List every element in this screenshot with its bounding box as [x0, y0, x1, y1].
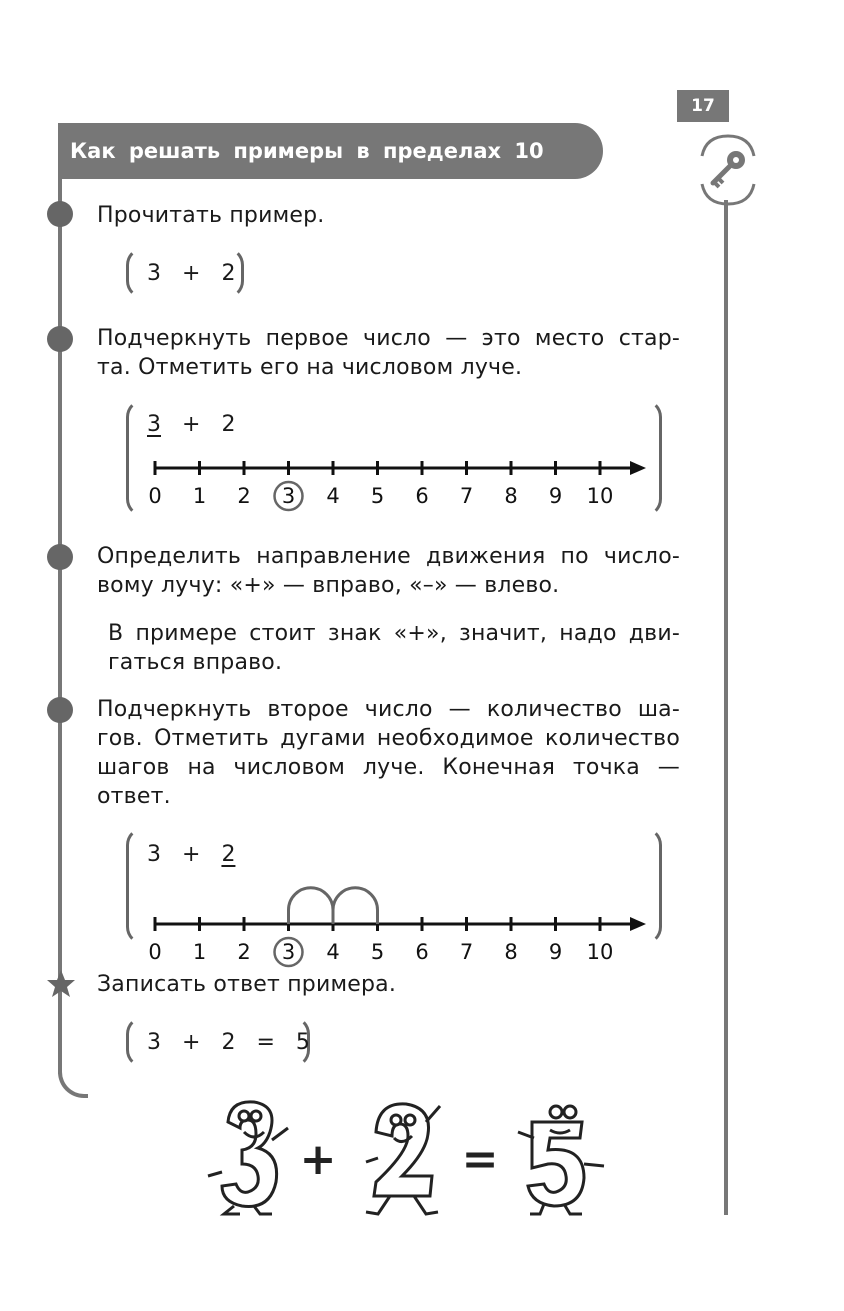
plus-sign: +: [182, 1030, 201, 1055]
number-line-box-1: [126, 399, 662, 517]
step-1-text: Прочитать пример.: [97, 203, 325, 228]
step-5-text: Записать ответ примера.: [97, 972, 397, 997]
mascot-equals: =: [461, 1134, 499, 1185]
step-bullet: [47, 544, 73, 570]
example-expression: [147, 1030, 310, 1055]
plus-sign: +: [182, 412, 201, 437]
plus-sign: +: [182, 842, 201, 867]
tick-label: 4: [326, 940, 340, 964]
right-margin-rule: [724, 200, 728, 1215]
tick-label: 8: [504, 484, 518, 508]
step-4-line-4: ответ.: [97, 784, 171, 809]
tick-label: 5: [370, 484, 385, 508]
second-number: 2: [221, 261, 236, 286]
tick-label: 3: [281, 940, 296, 964]
note-line-2: гаться вправо.: [108, 650, 283, 675]
first-number: 3: [147, 842, 161, 867]
example-expression: [147, 261, 235, 286]
example-box-1: [126, 247, 244, 299]
arrow-head: [630, 461, 646, 475]
step-4-line-3: шагов на числовом луче. Конечная точка —: [97, 755, 680, 780]
tick-label: 7: [459, 940, 474, 964]
step-bullet: [47, 326, 73, 352]
mascot-two: [366, 1104, 440, 1214]
key-icon: [696, 134, 760, 206]
step-arc: [333, 888, 378, 924]
section-title: Как решать примеры в пределах 10: [58, 123, 603, 179]
second-number: 2: [221, 412, 236, 437]
tick-label: 6: [415, 940, 429, 964]
number-line-1: [141, 448, 653, 522]
number-line-2: [141, 876, 653, 964]
tick-label: 10: [586, 940, 614, 964]
tick-label: 1: [192, 484, 207, 508]
tick-label: 5: [370, 940, 385, 964]
tick-label: 8: [504, 940, 518, 964]
second-number-underlined: 2: [221, 842, 236, 867]
tick-label: 10: [586, 484, 614, 508]
number-line-box-2: [126, 827, 662, 964]
second-number: 2: [221, 1030, 236, 1055]
note-line-1: В примере стоит знак «+», значит, надо дви-: [108, 621, 680, 646]
left-margin-curve: [58, 1058, 88, 1098]
step-4-line-2: гов. Отметить дугами необходимое количество: [97, 726, 680, 751]
tick-label: 9: [548, 484, 563, 508]
mascot-plus: +: [299, 1134, 337, 1185]
tick-label: 0: [148, 940, 162, 964]
step-2-line-2: та. Отметить его на числовом луче.: [97, 355, 523, 380]
mascot-three: [208, 1102, 288, 1214]
first-number-underlined: 3: [147, 412, 161, 437]
tick-label: 2: [237, 484, 251, 508]
tick-label: 4: [326, 484, 340, 508]
first-number: 3: [147, 1030, 161, 1055]
step-2-line-1: Подчеркнуть первое число — это место стар-: [97, 326, 680, 351]
step-4-line-1: Подчеркнуть второе число — количество ша-: [97, 697, 680, 722]
step-bullet: [47, 201, 73, 227]
left-margin-rule: [58, 179, 62, 1074]
step-3-line-1: Определить направление движения по число-: [97, 544, 680, 569]
tick-label: 3: [281, 484, 296, 508]
mascot-illustration: [200, 1092, 640, 1222]
first-number: 3: [147, 261, 161, 286]
star-icon: [46, 969, 76, 1003]
step-3-line-2: вому лучу: «+» — вправо, «–» — влево.: [97, 573, 560, 598]
page-number: 17: [677, 90, 729, 122]
tick-label: 9: [548, 940, 563, 964]
tick-label: 7: [459, 484, 474, 508]
equals-sign: =: [256, 1030, 275, 1055]
mascot-five: [518, 1106, 604, 1214]
tick-label: 6: [415, 484, 429, 508]
example-expression: [147, 412, 235, 437]
arrow-head: [630, 917, 646, 931]
answer-number: 5: [295, 1030, 310, 1055]
tick-label: 1: [192, 940, 207, 964]
example-expression: [147, 842, 235, 867]
example-box-answer: [126, 1016, 310, 1068]
tick-label: 0: [148, 484, 162, 508]
step-bullet: [47, 697, 73, 723]
step-arc: [289, 888, 334, 924]
tick-label: 2: [237, 940, 251, 964]
plus-sign: +: [182, 261, 201, 286]
